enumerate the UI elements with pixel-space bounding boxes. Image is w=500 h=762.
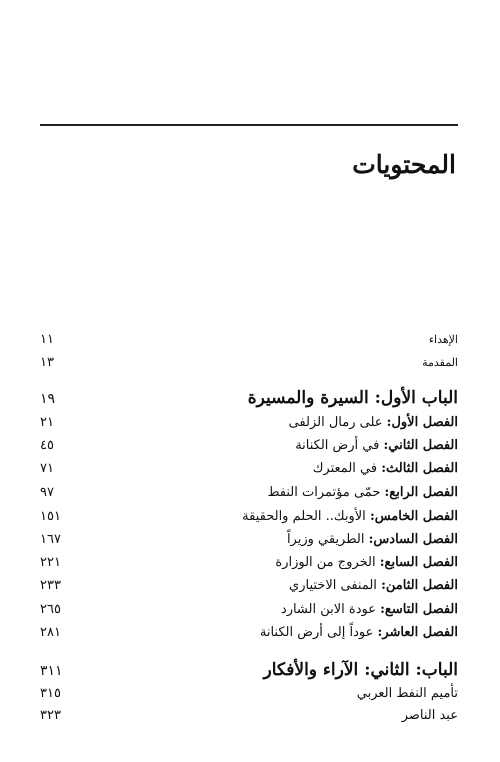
- toc-chapter[interactable]: [40, 485, 458, 507]
- page-title: المحتويات: [352, 150, 456, 179]
- toc-chapter-page: ١٥١: [40, 509, 61, 524]
- toc-entry-introduction[interactable]: [40, 355, 458, 377]
- chapter-prefix: الفصل الأول:: [386, 415, 458, 430]
- toc-chapter[interactable]: [40, 625, 458, 647]
- toc-part-page: ١٩: [40, 391, 56, 407]
- toc-entry-label: تأميم النفط العربي: [356, 686, 458, 701]
- chapter-prefix: الفصل السادس:: [368, 532, 458, 547]
- toc-chapter-page: ٧١: [40, 461, 54, 476]
- toc-chapter-label: [289, 415, 458, 430]
- chapter-title: الطريقي وزيراً: [286, 532, 365, 547]
- toc-chapter[interactable]: [40, 578, 458, 600]
- toc-part-2[interactable]: [40, 660, 458, 682]
- chapter-title: عودة الابن الشارد: [280, 602, 376, 617]
- chapter-prefix: الفصل الخامس:: [369, 509, 458, 524]
- chapter-title: الأوبك.. الحلم والحقيقة: [242, 509, 366, 524]
- toc-chapter[interactable]: [40, 532, 458, 554]
- toc-chapter-label: [287, 532, 458, 547]
- toc-part-1[interactable]: [40, 388, 458, 410]
- toc-chapter-page: ٢٦٥: [40, 602, 61, 617]
- toc-chapter[interactable]: [40, 602, 458, 624]
- toc-chapter-label: [275, 555, 458, 570]
- chapter-prefix: الفصل الرابع:: [384, 485, 458, 500]
- chapter-title: في أرض الكنانة: [295, 438, 380, 453]
- toc-chapter-label: [313, 461, 458, 476]
- toc-entry-dedication[interactable]: [40, 332, 458, 354]
- toc-chapter[interactable]: [40, 415, 458, 437]
- toc-chapter[interactable]: [40, 509, 458, 531]
- toc-entry-page: ١٣: [40, 355, 54, 370]
- toc-part-label: الباب: الثاني: الآراء والأفكار: [263, 660, 458, 680]
- toc-entry-label: الإهداء: [428, 333, 458, 346]
- top-rule: [40, 124, 458, 126]
- chapter-prefix: الفصل الثاني:: [383, 438, 458, 453]
- chapter-title: حمّى مؤتمرات النفط: [267, 485, 381, 500]
- toc-chapter[interactable]: [40, 461, 458, 483]
- chapter-prefix: الفصل الثامن:: [381, 578, 458, 593]
- toc-chapter-page: ٢٢١: [40, 555, 61, 570]
- toc-chapter-label: [281, 602, 458, 617]
- chapter-prefix: الفصل الثالث:: [381, 461, 458, 476]
- toc-part-page: ٣١١: [40, 663, 63, 679]
- toc-chapter[interactable]: [40, 555, 458, 577]
- chapter-prefix: الفصل العاشر:: [377, 625, 458, 640]
- chapter-title: المنفى الاختياري: [289, 578, 377, 593]
- toc-chapter-page: ٩٧: [40, 485, 54, 500]
- toc-chapter-page: ٢٣٣: [40, 578, 61, 593]
- toc-chapter-label: [289, 578, 458, 593]
- chapter-prefix: الفصل التاسع:: [380, 602, 458, 617]
- toc-entry-label: المقدمة: [422, 356, 458, 369]
- toc-chapter-label: [260, 625, 458, 640]
- toc-chapter-page: ٢١: [40, 415, 54, 430]
- toc-chapter-page: ٢٨١: [40, 625, 61, 640]
- toc-chapter-label: [267, 485, 458, 500]
- chapter-title: الخروج من الوزارة: [275, 555, 376, 570]
- toc-chapter-label: [295, 438, 458, 453]
- chapter-title: عوداً إلى أرض الكنانة: [259, 625, 374, 640]
- toc-part-label: الباب الأول: السيرة والمسيرة: [247, 388, 458, 408]
- toc-entry-label: عبد الناصر: [401, 708, 458, 723]
- toc-chapter[interactable]: [40, 438, 458, 460]
- toc-entry[interactable]: [40, 686, 458, 708]
- toc-entry-page: ١١: [40, 332, 54, 347]
- chapter-title: على رمال الزلفى: [288, 415, 383, 430]
- toc-chapter-page: ١٦٧: [40, 532, 61, 547]
- toc-chapter-label: [242, 509, 458, 524]
- chapter-prefix: الفصل السابع:: [379, 555, 458, 570]
- toc-entry-page: ٣٢٣: [40, 708, 61, 723]
- chapter-title: في المعترك: [312, 461, 378, 476]
- toc-chapter-page: ٤٥: [40, 438, 54, 453]
- toc-entry[interactable]: [40, 708, 458, 730]
- toc-entry-page: ٣١٥: [40, 686, 61, 701]
